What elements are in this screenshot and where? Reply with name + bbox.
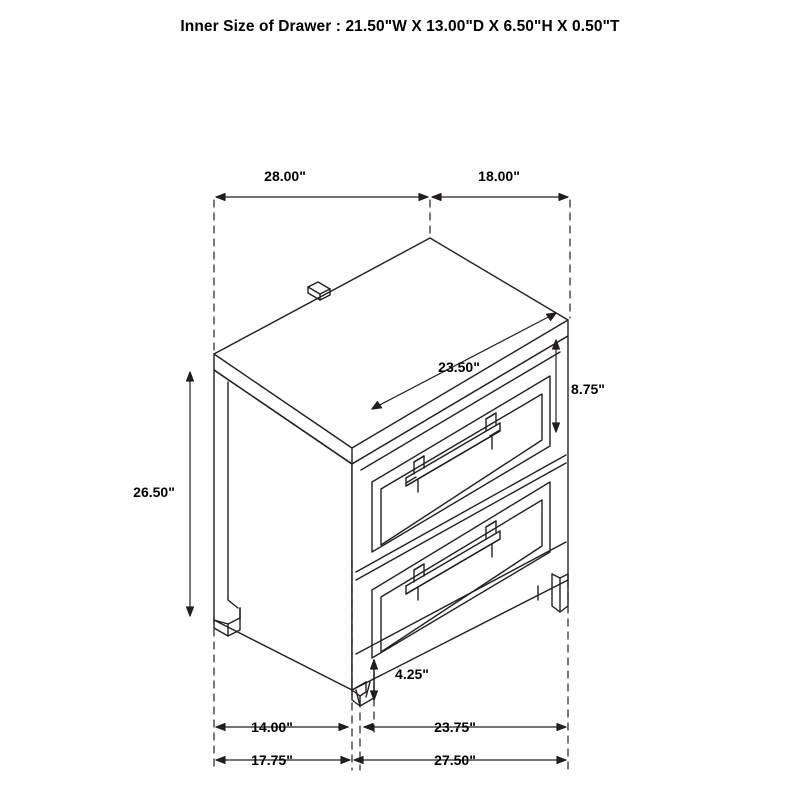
dimension-label-outer-depth: 17.75" <box>251 752 293 768</box>
dimension-label-base-depth: 14.00" <box>251 719 293 735</box>
dimension-label-overall-height: 26.50" <box>133 484 175 500</box>
page-title: Inner Size of Drawer : 21.50"W X 13.00"D X 6.50"H X 0.50"T <box>180 18 620 35</box>
dimension-label-outer-width: 27.50" <box>434 752 476 768</box>
dimension-label-drawer-height: 8.75" <box>571 381 605 397</box>
dimension-label-base-width: 23.75" <box>434 719 476 735</box>
dimension-label-leg-height: 4.25" <box>395 666 429 682</box>
dimension-label-drawer-width: 23.50" <box>438 359 480 375</box>
dimension-label-top-depth: 18.00" <box>478 168 520 184</box>
dimension-label-top-width: 28.00" <box>264 168 306 184</box>
